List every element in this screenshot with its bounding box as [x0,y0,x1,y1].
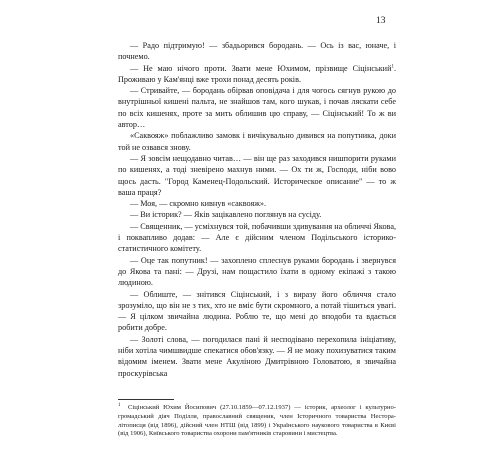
paragraph: — Оце так попутник! — захоплено сплеснув руками бородань і звернувся до Якова та пані: — Друзі, нам пощастило їхати в одному екіпажі з такою людиною. [118,255,396,288]
paragraph: — Моя, — скромно кивнув «саквояж». [130,199,267,209]
paragraph: — Радо підтримую! — збадьорився бородань. — Ось із вас, юначе, і почнемо. [118,41,396,62]
paragraph: — Священник, — усміхнувся той, побачивши здивування на обличчі Якова, і поквапливо додав: — Але є дійсним членом Подільського історико-статистичного комітету. [118,221,396,254]
footnote-divider [118,399,174,400]
paragraph: — Ви історик? — Яків зацікавлено поглянув на сусіду. [130,210,322,220]
footnote-reference[interactable]: 1 [391,63,394,69]
footnote: 1 Сіцінський Юхим Йосипович (27.10.1859—07.12.1937) — історик, археолог і культурно-громадський діяч Поділля, православний священик, член Історичного товариства Нестора-літописця (від 1896), дійсний член НТШ (від 1899) і Українського наукового товариства в Києві (від 1906), Київського товариства охорони пам'ятників старовини і мистецтва. [118,402,396,438]
paragraph-text-continued: . Проживаю у Кам'янці вже трохи понад десять років. [118,63,396,84]
main-text [118,40,396,379]
paragraph: «Саквояж» поблажливо замовк і вичікувально дивився на попутника, доки той не озвався знову. [118,131,396,152]
paragraph [118,63,396,86]
page-number: 13 [376,16,386,26]
footnote-text: Сіцінський Юхим Йосипович (27.10.1859—07.12.1937) — історик, археолог і культурно-громадський діяч Поділля, православний священик, член Історичного товариства Нестора-літописця (від 1896), дійсний член НТШ (від 1899) і Українського наукового товариства в Києві (від 1906), Київського товариства охорони пам'ятників старовини і мистецтва. [118,404,396,438]
paragraph: — Стривайте, — бородань обірвав оповідача і для чогось сягнув рукою до внутрішньої кишені пальта, не знайшов там, кого шукав, і почав ляскати себе по всіх кишенях, проте за мить облишив цю справу, — Сіцінський! То ж ви автор… [118,86,396,130]
paragraph: — Золоті слова, — погодилася пані й несподівано перехопила ініціативу, ніби хотіла чимшвидше спекатися обов'язку. — Я не можу похизуватися таким відомим іменем. Звати мене Акуліною Дмитрівною Головатою, я звичайна проскурівська [118,334,396,378]
paragraph-text: — Не маю нічого проти. Звати мене Юхимом, прізвище Сіцінський [130,63,392,73]
paragraph: — Облиште, — знітився Сіцінський, і з виразу його обличчя стало зрозуміло, що він не з тих, хто не вміє бути скромного, а потай тішиться увагі. — Я цілком звичайна людина. Роблю те, що мені до вподоби та вдається робити добре. [118,289,396,333]
paragraph: — Я зовсім нещодавно читав… — він ще раз заходився нишпорити руками по кишенях, а тоді зневірено махнув ними. — Ох ти ж, Господи, ніби вово щось дасть. "Город Каменец-Подольский. Историческое описание" — то ж ваша праця? [118,153,396,197]
